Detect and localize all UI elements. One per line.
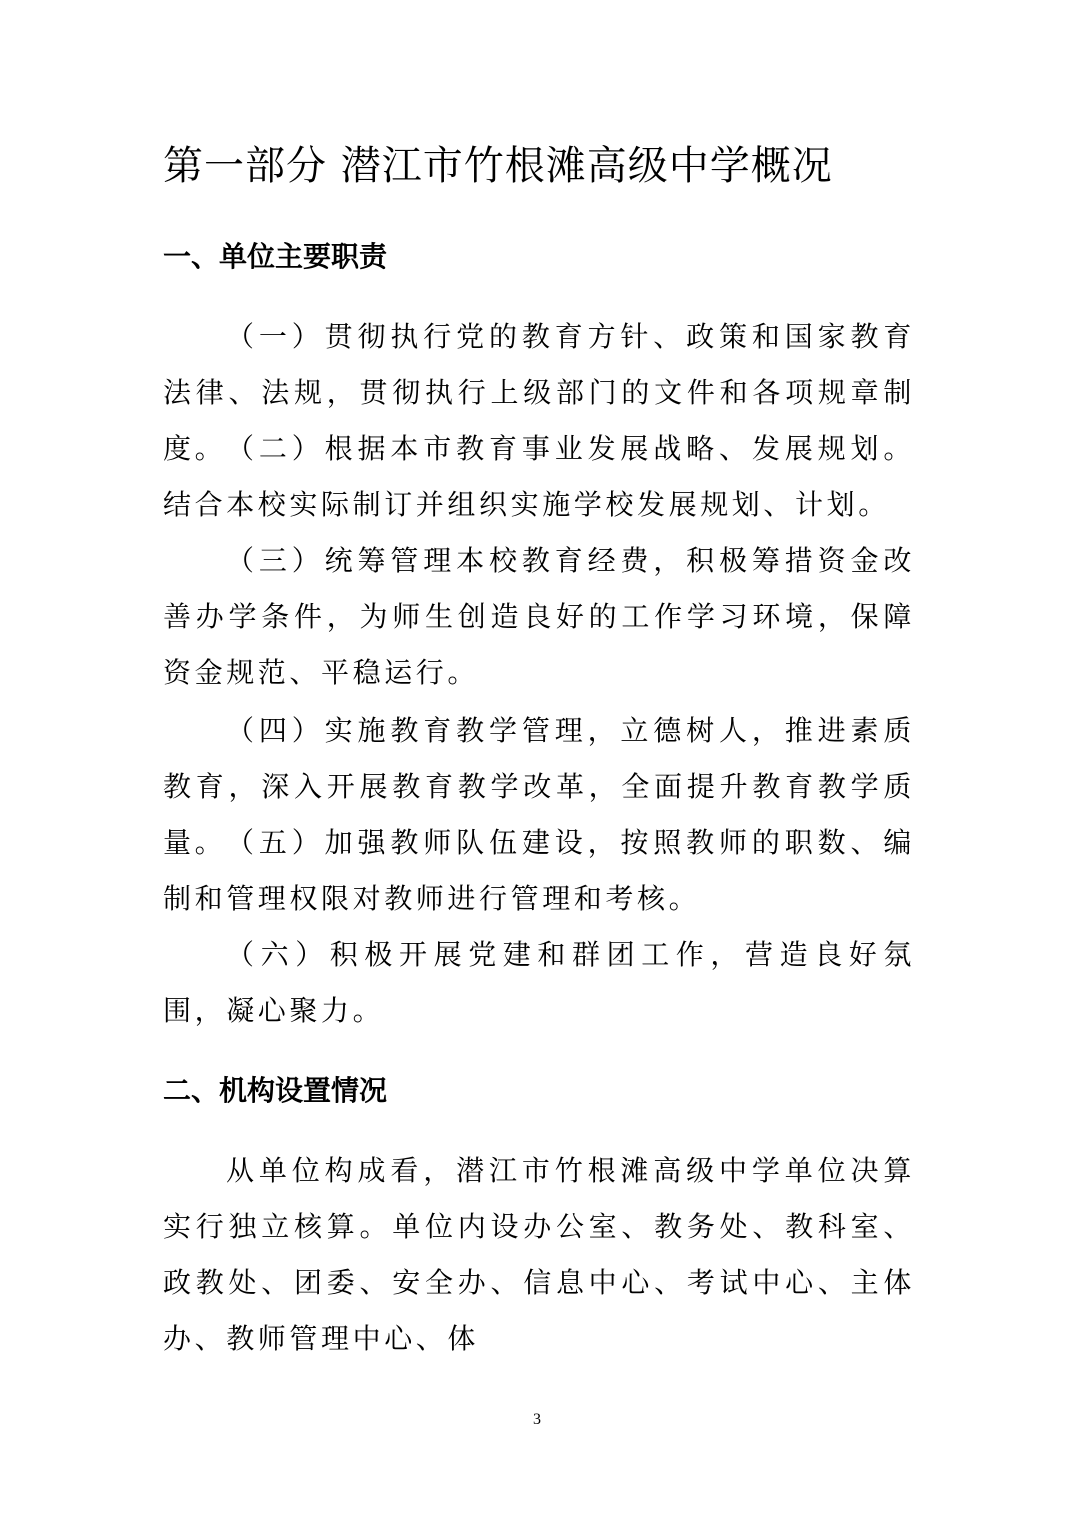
section-heading-organization: 二、机构设置情况 [163, 1074, 388, 1107]
organization-paragraph-1: 从单位构成看，潜江市竹根滩高级中学单位决算实行独立核算。单位内设办公室、教务处、教科室、政教处、团委、安全办、信息中心、考试中心、主体办、教师管理中心、体 [163, 1154, 915, 1355]
responsibility-paragraph-1: （一）贯彻执行党的教育方针、政策和国家教育法律、法规，贯彻执行上级部门的文件和各项规章制度。 [163, 320, 915, 465]
responsibility-paragraph-2: （二）根据本市教育事业发展战略、发展规划。结合本校实际制订并组织实施学校发展规划、计划。 [163, 432, 915, 521]
page-number: 3 [533, 1411, 541, 1428]
responsibility-paragraph-6: （六）积极开展党建和群团工作，营造良好氛围，凝心聚力。 [163, 938, 915, 1027]
page-title: 第一部分 潜江市竹根滩高级中学概况 [163, 143, 833, 189]
section-heading-responsibilities: 一、单位主要职责 [163, 240, 388, 273]
responsibility-paragraph-5: （五）加强教师队伍建设，按照教师的职数、编制和管理权限对教师进行管理和考核。 [163, 826, 915, 915]
responsibility-paragraph-4: （四）实施教育教学管理，立德树人，推进素质教育，深入开展教育教学改革，全面提升教育教学质量。 [163, 714, 915, 859]
responsibility-paragraph-3: （三）统筹管理本校教育经费，积极筹措资金改善办学条件，为师生创造良好的工作学习环境，保障资金规范、平稳运行。 [163, 544, 915, 689]
